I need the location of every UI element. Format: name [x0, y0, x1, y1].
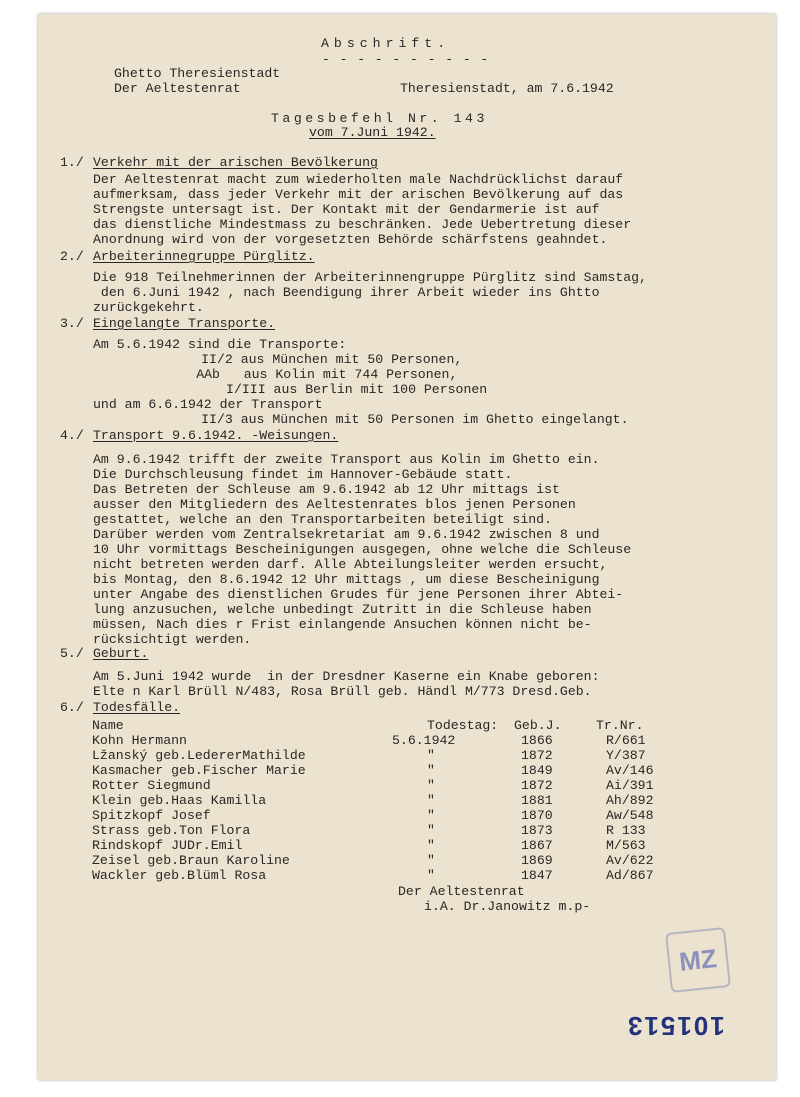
section-3-line: Am 5.6.1942 sind die Transporte: — [93, 337, 347, 352]
death-date: " — [427, 793, 435, 808]
section-2-line: Die 918 Teilnehmerinnen der Arbeiterinnengruppe Pürglitz sind Samstag, — [93, 270, 647, 285]
org-line-1: Ghetto Theresienstadt — [114, 66, 281, 81]
death-name: Lžanský geb.LedererMathilde — [92, 748, 306, 763]
col-nr-header: Tr.Nr. — [596, 718, 644, 733]
section-3-line: und am 6.6.1942 der Transport — [93, 397, 323, 412]
death-born: 1847 — [521, 868, 553, 883]
section-4-line: lung anzusuchen, welche unbedingt Zutritt in die Schleuse haben — [93, 602, 592, 617]
death-born: 1866 — [521, 733, 553, 748]
section-5-heading: Geburt. — [93, 646, 149, 661]
section-1-line: aufmerksam, dass jeder Verkehr mit der arischen Bevölkerung auf das — [93, 187, 624, 202]
death-nr: Aw/548 — [606, 808, 654, 823]
death-date: " — [427, 808, 435, 823]
section-5-line: Am 5.Juni 1942 wurde in der Dresdner Kaserne ein Knabe geboren: — [93, 669, 600, 684]
death-nr: Ai/391 — [606, 778, 654, 793]
section-4-line: ausser den Mitgliedern des Aeltestenrates blos jenen Personen — [93, 497, 576, 512]
death-name: Kohn Hermann — [92, 733, 187, 748]
section-4-line: nicht betreten werden darf. Alle Abteilungsleiter werden ersucht, — [93, 557, 608, 572]
col-name-header: Name — [92, 718, 124, 733]
death-nr: R/661 — [606, 733, 646, 748]
section-6-number: 6./ — [60, 700, 84, 715]
table-row — [92, 808, 692, 823]
section-5-line: Elte n Karl Brüll N/483, Rosa Brüll geb. Händl M/773 Dresd.Geb. — [93, 684, 592, 699]
section-1-number: 1./ — [60, 155, 84, 170]
section-4-line: müssen, Nach dies r Frist einlangende Ansuchen können nicht be- — [93, 617, 592, 632]
death-name: Strass geb.Ton Flora — [92, 823, 251, 838]
table-row — [92, 748, 692, 763]
section-5-number: 5./ — [60, 646, 84, 661]
table-row — [92, 838, 692, 853]
death-nr: M/563 — [606, 838, 646, 853]
section-4-number: 4./ — [60, 428, 84, 443]
death-nr: Av/622 — [606, 853, 654, 868]
section-1-line: Der Aeltestenrat macht zum wiederholten male Nachdrücklichst darauf — [93, 172, 624, 187]
death-born: 1849 — [521, 763, 553, 778]
death-born: 1867 — [521, 838, 553, 853]
org-line-2: Der Aeltestenrat — [114, 81, 241, 96]
section-2-number: 2./ — [60, 249, 84, 264]
death-date: " — [427, 868, 435, 883]
death-born: 1873 — [521, 823, 553, 838]
section-3-number: 3./ — [60, 316, 84, 331]
section-4-line: Darüber werden vom Zentralsekretariat am 9.6.1942 zwischen 8 und — [93, 527, 600, 542]
death-date: " — [427, 748, 435, 763]
archive-number: 101513 — [626, 1011, 725, 1041]
col-date-header: Todestag: — [427, 718, 499, 733]
death-born: 1881 — [521, 793, 553, 808]
section-3-line: II/2 aus München mit 50 Personen, — [122, 352, 463, 367]
death-born: 1872 — [521, 748, 553, 763]
deaths-table-header — [92, 718, 692, 733]
death-born: 1872 — [521, 778, 553, 793]
col-born-header: Geb.J. — [514, 718, 562, 733]
section-6-heading: Todesfälle. — [93, 700, 181, 715]
section-3-line: I/III aus Berlin mit 100 Personen — [139, 382, 488, 397]
archive-stamp: MZ — [665, 927, 731, 993]
death-nr: Ah/892 — [606, 793, 654, 808]
death-name: Wackler geb.Blüml Rosa — [92, 868, 267, 883]
title-underline: - - - - - - - - - - — [322, 52, 490, 67]
section-1-line: das dienstliche Mindestmass zu beschränken. Jede Uebertretung dieser — [93, 217, 632, 232]
table-row — [92, 793, 692, 808]
death-name: Rotter Siegmund — [92, 778, 211, 793]
death-name: Klein geb.Haas Kamilla — [92, 793, 267, 808]
death-date: " — [427, 838, 435, 853]
death-name: Zeisel geb.Braun Karoline — [92, 853, 290, 868]
section-2-line: den 6.Juni 1942 , nach Beendigung ihrer Arbeit wieder ins Ghtto — [93, 285, 600, 300]
death-date: 5.6.1942 — [392, 733, 456, 748]
table-row — [92, 853, 692, 868]
section-2-heading: Arbeiterinnegruppe Pürglitz. — [93, 249, 315, 264]
section-4-line: bis Montag, den 8.6.1942 12 Uhr mittags , um diese Bescheinigung — [93, 572, 600, 587]
section-4-line: Am 9.6.1942 trifft der zweite Transport aus Kolin im Ghetto ein. — [93, 452, 600, 467]
table-row — [92, 823, 692, 838]
section-1-line: Strengste untersagt ist. Der Kontakt mit der Gendarmerie ist auf — [93, 202, 600, 217]
table-row — [92, 778, 692, 793]
section-1-heading: Verkehr mit der arischen Bevölkerung — [93, 155, 378, 170]
section-4-heading: Transport 9.6.1942. -Weisungen. — [93, 428, 339, 443]
section-2-line: zurückgekehrt. — [93, 300, 204, 315]
death-nr: Av/146 — [606, 763, 654, 778]
death-born: 1869 — [521, 853, 553, 868]
section-4-line: rücksichtigt werden. — [93, 632, 252, 647]
table-row — [92, 733, 692, 748]
section-3-heading: Eingelangte Transporte. — [93, 316, 276, 331]
death-nr: Y/387 — [606, 748, 646, 763]
signature-line-2: i.A. Dr.Janowitz m.p- — [424, 899, 591, 914]
section-4-line: unter Angabe des dienstlichen Grudes für jene Personen ihrer Abtei- — [93, 587, 624, 602]
section-4-line: Die Durchschleusung findet im Hannover-Gebäude statt. — [93, 467, 513, 482]
document-title: Abschrift. — [321, 36, 451, 51]
section-4-line: 10 Uhr vormittags Bescheinigungen ausgegen, ohne welche die Schleuse — [93, 542, 632, 557]
death-nr: R 133 — [606, 823, 646, 838]
section-4-line: Das Betreten der Schleuse am 9.6.1942 ab 12 Uhr mittags ist — [93, 482, 560, 497]
death-date: " — [427, 823, 435, 838]
section-1-line: Anordnung wird von der vorgesetzten Behörde schärfstens geahndet. — [93, 232, 608, 247]
order-title: Tagesbefehl Nr. 143 — [271, 111, 488, 126]
death-nr: Ad/867 — [606, 868, 654, 883]
death-date: " — [427, 763, 435, 778]
section-4-line: gestattet, welche an den Transportarbeiten beteiligt sind. — [93, 512, 552, 527]
section-3-line: AAb aus Kolin mit 744 Personen, — [125, 367, 458, 382]
death-date: " — [427, 778, 435, 793]
table-row — [92, 763, 692, 778]
table-row — [92, 868, 692, 883]
signature-line-1: Der Aeltestenrat — [398, 884, 525, 899]
section-3-line: II/3 aus München mit 50 Personen im Ghetto eingelangt. — [122, 412, 629, 427]
place-date: Theresienstadt, am 7.6.1942 — [400, 81, 614, 96]
death-name: Kasmacher geb.Fischer Marie — [92, 763, 306, 778]
death-name: Spitzkopf Josef — [92, 808, 211, 823]
death-date: " — [427, 853, 435, 868]
death-born: 1870 — [521, 808, 553, 823]
order-date: vom 7.Juni 1942. — [309, 125, 436, 140]
death-name: Rindskopf JUDr.Emil — [92, 838, 243, 853]
